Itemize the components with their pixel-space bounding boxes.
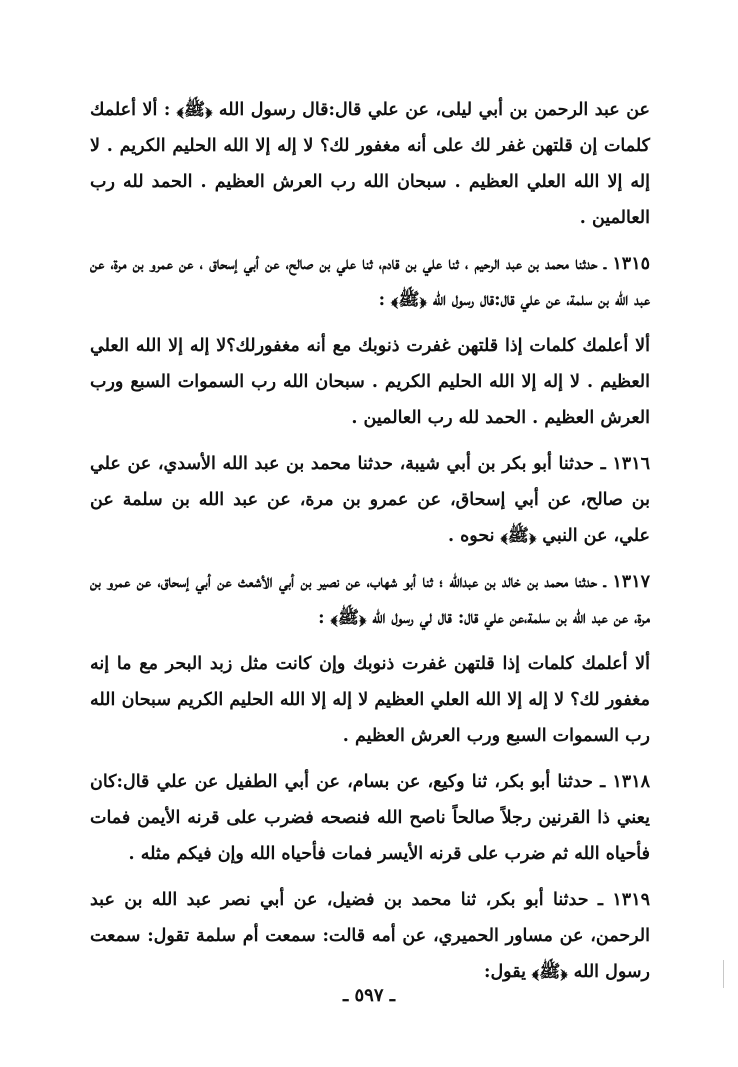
paragraph-hadith-1319: ١٣١٩ ـ حدثنا أبو بكر، ثنا محمد بن فضيل، عن أبي نصر عبد الله بن عبد الرحمن، عن مساور الحميري، عن أمه قالت: سمعت أم سلمة تقول: سمعت رسول الله ﴿ﷺ﴾ يقول: [90, 890, 650, 982]
paragraph-hadith-1315: ١٣١٥ ـ حدثنا محمد بن عبد الرحيم ، ثنا علي بن قادم، ثنا علي بن صالح، عن أبي إسحاق ، عن عمرو بن مرة، عن عبد الله بن سلمة، عن علي قال:قال رسول الله ﴿ﷺ﴾ : [90, 254, 650, 310]
hadith-text-body [90, 92, 650, 990]
paragraph-hadith-1317-text: ألا أعلمك كلمات إذا قلتهن غفرت ذنوبك وإن كانت مثل زبد البحر مع ما إنه مغفور لك؟ لا إله إلا الله العلي العظيم لا إله إلا الله الحليم الكريم سبحان الله رب السموات السبع ورب العرش العظيم . [90, 654, 650, 746]
page-number: ـ ٥٩٧ ـ [342, 985, 396, 1006]
paragraph-hadith-1317: ١٣١٧ ـ حدثنا محمد بن خالد بن عبدالله ؛ ثنا أبو شهاب، عن نصير بن أبي الأشعث عن أبي إسحاق، عن عمرو بن مرة، عن عبد الله بن سلمة،عن علي قال: قال لي رسول الله ﴿ﷺ﴾ : [90, 572, 650, 628]
paragraph-hadith-1318: ١٣١٨ ـ حدثنا أبو بكر، ثنا وكيع، عن بسام، عن أبي الطفيل عن علي قال:كان يعني ذا القرنين رجلاً صالحاً ناصح الله فنصحه فضرب على قرنه الأيمن فمات فأحياه الله ثم ضرب على قرنه الأيسر فمات فأحياه الله وإن فيكم مثله . [90, 772, 650, 864]
paragraph-intro-continuation: عن عبد الرحمن بن أبي ليلى، عن علي قال:قال رسول الله ﴿ﷺ﴾ : ألا أعلمك كلمات إن قلتهن غفر لك على أنه مغفور لك؟ لا إله إلا الله الحليم الكريم . لا إله إلا الله العلي العظيم . سبحان الله رب العرش العظيم . الحمد لله رب العالمين . [90, 100, 650, 228]
paragraph-hadith-1315-text: ألا أعلمك كلمات إذا قلتهن غفرت ذنوبك مع أنه مغفورلك؟لا إله إلا الله العلي العظيم . لا إله إلا الله الحليم الكريم . سبحان الله رب السموات السبع ورب العرش العظيم . الحمد لله رب العالمين . [90, 336, 650, 428]
scan-edge-mark [723, 960, 724, 988]
paragraph-hadith-1316: ١٣١٦ ـ حدثنا أبو بكر بن أبي شيبة، حدثنا محمد بن عبد الله الأسدي، عن علي بن صالح، عن أبي إسحاق، عن عمرو بن مرة، عن عبد الله بن سلمة عن علي، عن النبي ﴿ﷺ﴾ نحوه . [90, 454, 650, 546]
